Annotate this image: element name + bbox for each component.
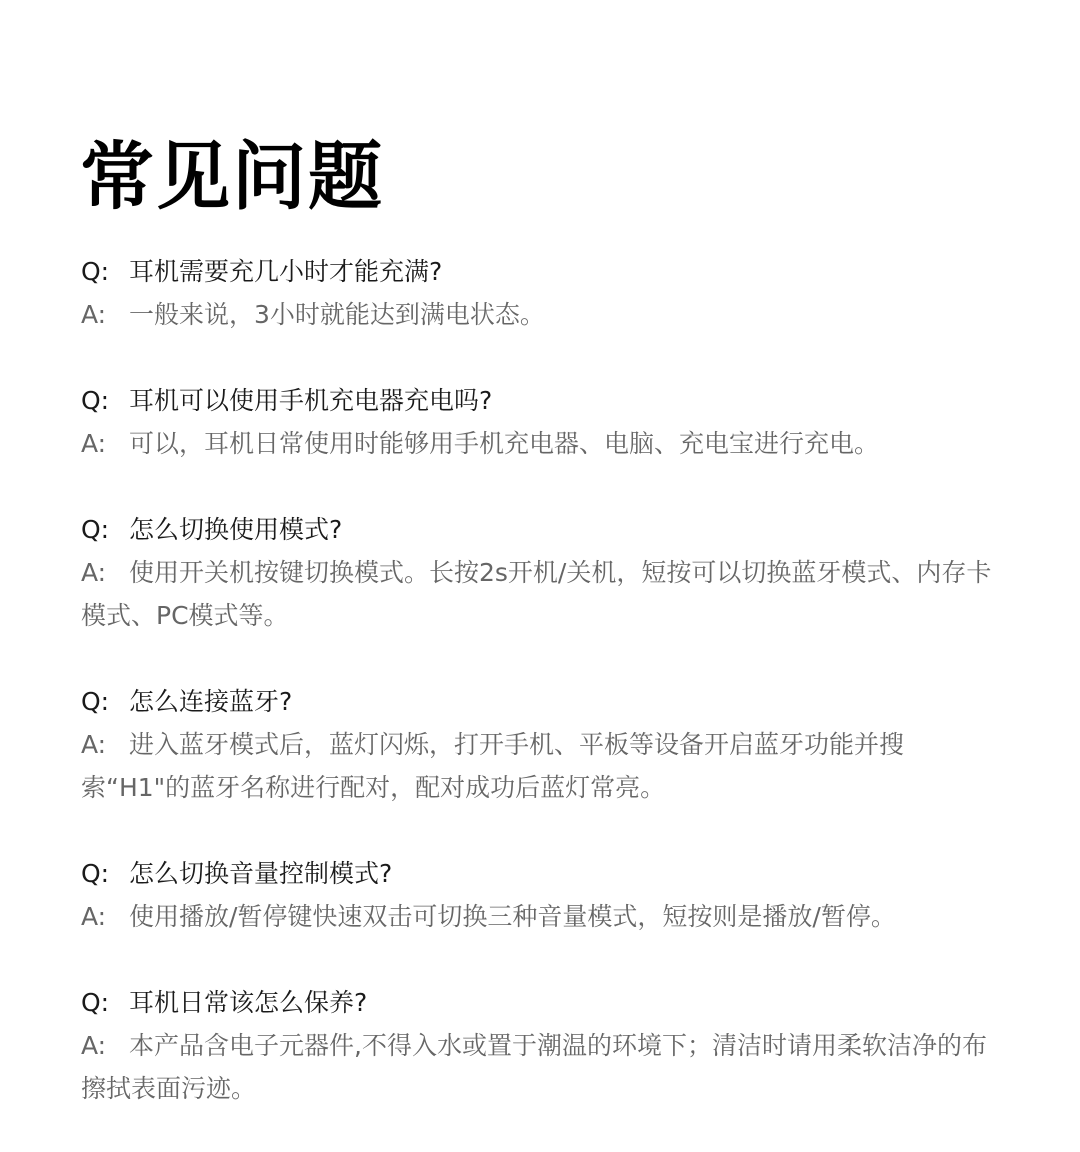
answer-text: 使用播放/暂停键快速双击可切换三种音量模式，短按则是播放/暂停。 [129,902,896,931]
answer-text: 使用开关机按键切换模式。长按2s开机/关机，短按可以切换蓝牙模式、内存卡模式、PC模式等。 [81,558,992,630]
faq-answer [81,895,999,938]
question-prefix: Q: [81,988,110,1017]
faq-answer [81,723,999,809]
question-text: 耳机需要充几小时才能充满? [129,257,443,286]
faq-item [81,250,999,336]
question-text: 耳机日常该怎么保养? [129,988,368,1017]
answer-text: 进入蓝牙模式后，蓝灯闪烁，打开手机、平板等设备开启蓝牙功能并搜索“H1"的蓝牙名称进行配对，配对成功后蓝灯常亮。 [81,730,905,802]
faq-question [81,508,999,551]
faq-item [81,852,999,938]
question-text: 怎么切换音量控制模式? [129,859,393,888]
faq-item [81,981,999,1110]
question-text: 怎么连接蓝牙? [129,687,293,716]
answer-prefix: A: [81,558,107,587]
question-prefix: Q: [81,386,110,415]
faq-question [81,379,999,422]
answer-prefix: A: [81,300,107,329]
question-prefix: Q: [81,859,110,888]
answer-prefix: A: [81,429,107,458]
question-text: 怎么切换使用模式? [129,515,343,544]
answer-prefix: A: [81,902,107,931]
faq-item [81,508,999,637]
faq-question [81,852,999,895]
answer-text: 本产品含电子元器件,不得入水或置于潮温的环境下；清洁时请用柔软洁净的布擦拭表面污迹。 [81,1031,987,1103]
answer-prefix: A: [81,730,107,759]
faq-item [81,680,999,809]
question-prefix: Q: [81,257,110,286]
faq-question [81,250,999,293]
faq-question [81,981,999,1024]
question-prefix: Q: [81,515,110,544]
answer-text: 一般来说，3小时就能达到满电状态。 [129,300,545,329]
faq-item [81,379,999,465]
faq-answer [81,1024,999,1110]
answer-prefix: A: [81,1031,107,1060]
answer-text: 可以，耳机日常使用时能够用手机充电器、电脑、充电宝进行充电。 [129,429,880,458]
question-prefix: Q: [81,687,110,716]
faq-question [81,680,999,723]
question-text: 耳机可以使用手机充电器充电吗? [129,386,493,415]
faq-answer [81,422,999,465]
page-title: 常见问题 [80,134,384,220]
faq-answer [81,551,999,637]
faq-answer [81,293,999,336]
